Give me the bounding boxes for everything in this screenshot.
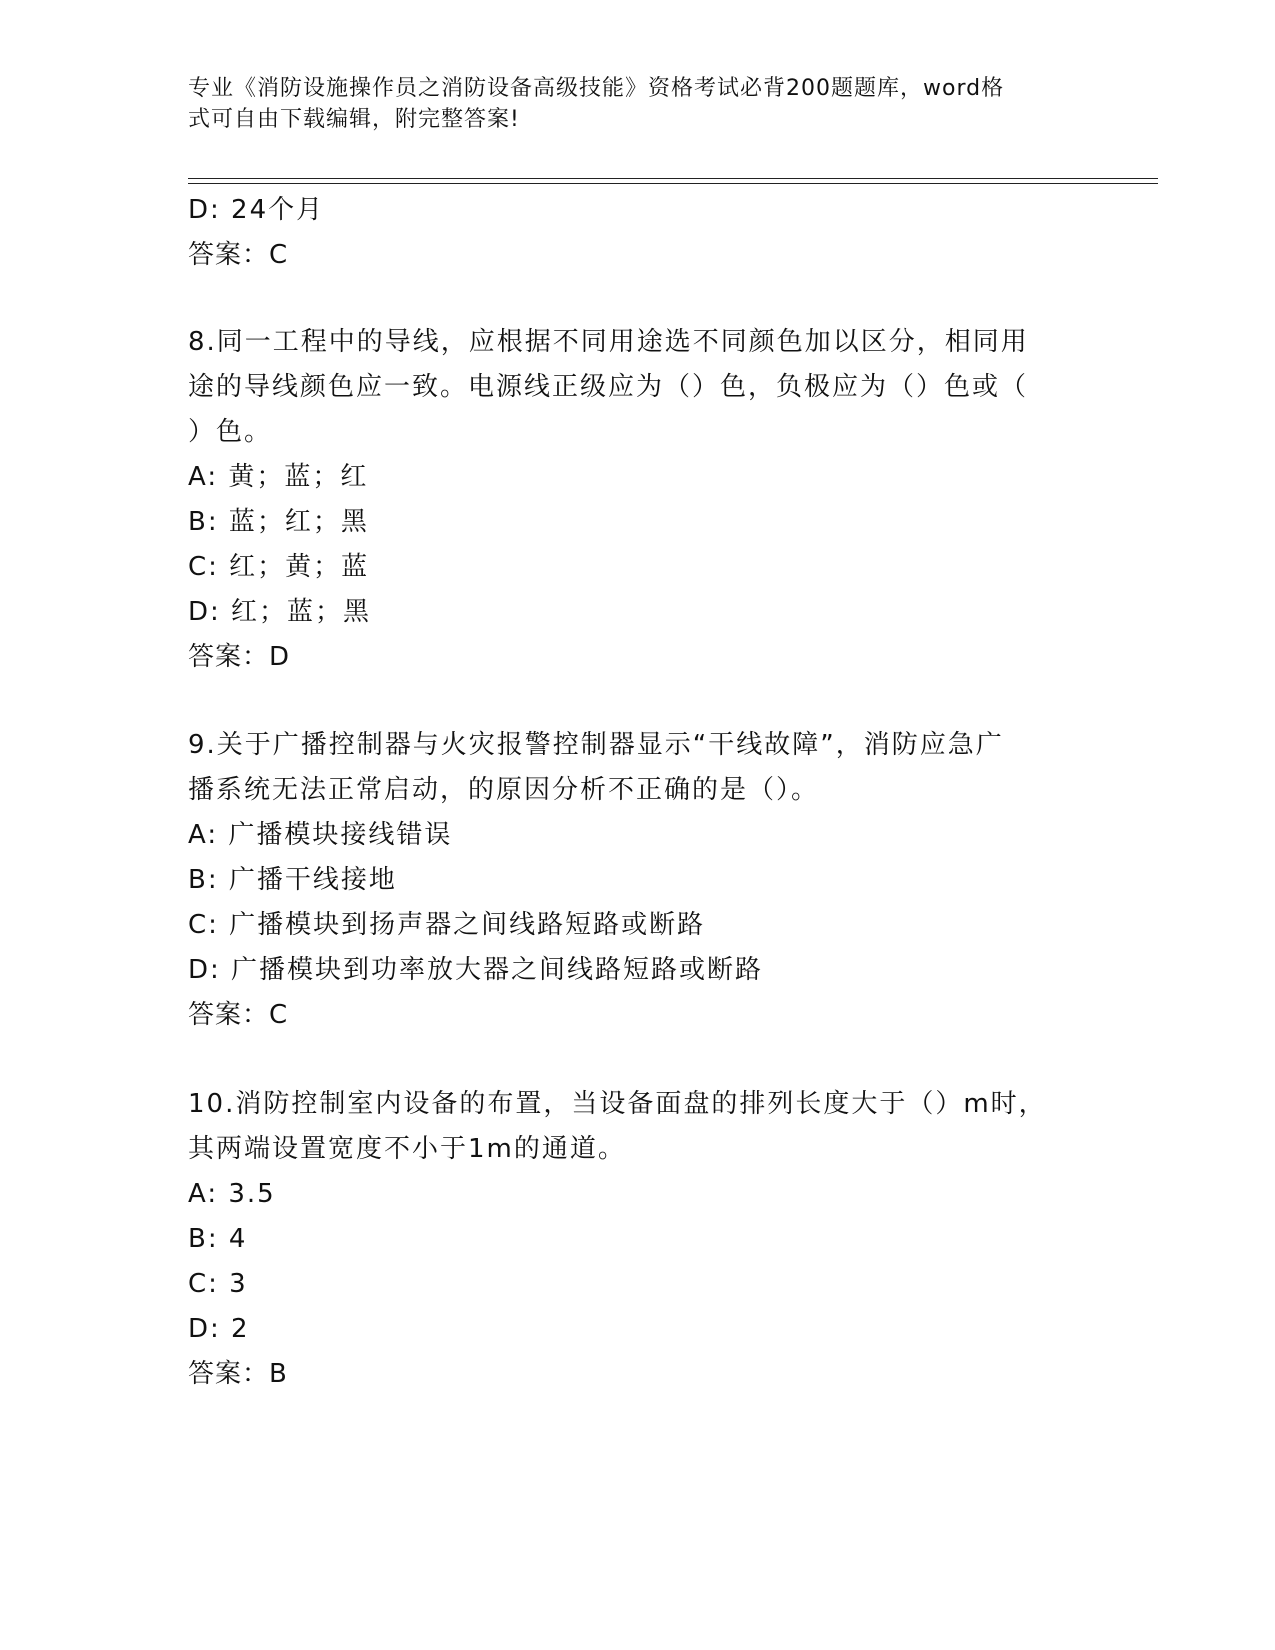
- header-line-2: 式可自由下载编辑，附完整答案!: [188, 107, 520, 132]
- q8-answer: 答案：D: [188, 642, 291, 672]
- q10-option-b: B: 4: [188, 1224, 248, 1254]
- q9-option-a: A: 广播模块接线错误: [188, 820, 453, 850]
- document-header: [188, 73, 1068, 135]
- q10-option-d: D: 2: [188, 1314, 250, 1344]
- header-divider-top: [188, 178, 1158, 179]
- q9-option-d: D: 广播模块到功率放大器之间线路短路或断路: [188, 955, 764, 985]
- q9-option-b: B: 广播干线接地: [188, 865, 397, 895]
- prev-option-d: D: 24个月: [188, 195, 325, 225]
- q8-option-a: A: 黄；蓝；红: [188, 462, 369, 492]
- q9-option-c: C: 广播模块到扬声器之间线路短路或断路: [188, 910, 706, 940]
- q9-stem-line-1: 9.关于广播控制器与火灾报警控制器显示“干线故障”，消防应急广: [188, 730, 1004, 760]
- q8-option-b: B: 蓝；红；黑: [188, 507, 369, 537]
- q8-option-c: C: 红；黄；蓝: [188, 552, 370, 582]
- q9-stem-line-2: 播系统无法正常启动，的原因分析不正确的是（）。: [188, 775, 820, 805]
- q10-stem-line-2: 其两端设置宽度不小于1m的通道。: [188, 1134, 626, 1164]
- q10-option-a: A: 3.5: [188, 1179, 276, 1209]
- q10-stem-line-1: 10.消防控制室内设备的布置，当设备面盘的排列长度大于（）m时，: [188, 1089, 1047, 1119]
- q8-option-d: D: 红；蓝；黑: [188, 597, 372, 627]
- q10-answer: 答案：B: [188, 1359, 288, 1389]
- header-line-1: 专业《消防设施操作员之消防设备高级技能》资格考试必背200题题库，word格: [188, 76, 1005, 101]
- header-divider-bottom: [188, 183, 1158, 184]
- prev-answer: 答案：C: [188, 240, 289, 270]
- q9-answer: 答案：C: [188, 1000, 289, 1030]
- q8-stem-line-1: 8.同一工程中的导线，应根据不同用途选不同颜色加以区分，相同用: [188, 327, 1029, 357]
- q10-option-c: C: 3: [188, 1269, 248, 1299]
- q8-stem-line-3: ）色。: [188, 417, 273, 447]
- q8-stem-line-2: 途的导线颜色应一致。电源线正级应为（）色，负极应为（）色或（: [188, 372, 1029, 402]
